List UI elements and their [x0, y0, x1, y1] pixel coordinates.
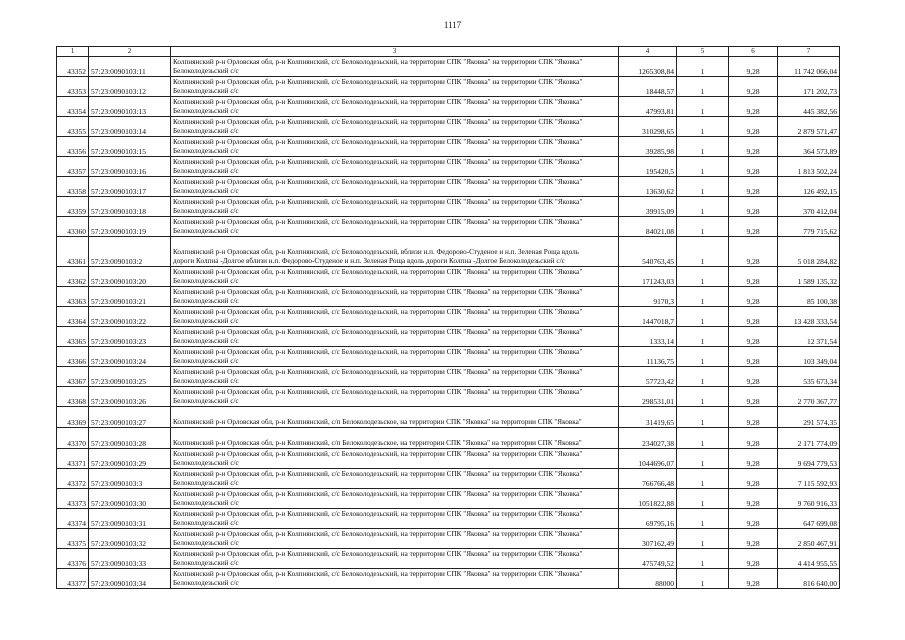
- rate-cell: 9,28: [729, 469, 778, 489]
- description-line-1: Колпнянский р-н Орловская обл, р-н Колпнянский, с/с Белоколодезьский, на территории СПК "Яковка" на территории СПК "Яковка": [173, 58, 583, 66]
- description-cell: [171, 197, 619, 217]
- area-cell: 9170,3: [619, 287, 677, 307]
- rate-cell: 9,28: [729, 97, 778, 117]
- description-cell: [171, 509, 619, 529]
- column-5-cell: 1: [677, 307, 729, 327]
- table-row: [57, 97, 840, 117]
- description-cell: [171, 428, 619, 449]
- description-cell: [171, 217, 619, 237]
- table-row: [57, 529, 840, 549]
- value-cell: 2 770 367,77: [778, 387, 840, 407]
- row-id-cell: 43376: [57, 549, 89, 569]
- description-line-2: Белоколодезьский с/с: [173, 479, 239, 487]
- description-cell: [171, 367, 619, 387]
- description-cell: [171, 489, 619, 509]
- area-cell: 1333,14: [619, 327, 677, 347]
- area-cell: 307162,49: [619, 529, 677, 549]
- cadastral-number-cell: 57:23:0090103:19: [89, 217, 171, 237]
- description-cell: [171, 97, 619, 117]
- column-5-cell: 1: [677, 117, 729, 137]
- column-5-cell: 1: [677, 287, 729, 307]
- area-cell: 88000: [619, 569, 677, 589]
- table-row: [57, 307, 840, 327]
- row-id-cell: 43365: [57, 327, 89, 347]
- row-id-cell: 43358: [57, 177, 89, 197]
- row-id-cell: 43364: [57, 307, 89, 327]
- row-id-cell: 43354: [57, 97, 89, 117]
- table-row: [57, 267, 840, 287]
- area-cell: 84021,08: [619, 217, 677, 237]
- description-line-1: Колпнянский р-н Орловская обл, р-н Колпнянский, с/с Белоколодезьский, на территории СПК "Яковка" на территории СПК "Яковка": [173, 218, 583, 226]
- table-row: [57, 197, 840, 217]
- land-parcel-table: [56, 46, 840, 589]
- description-cell: [171, 529, 619, 549]
- area-cell: 11136,75: [619, 347, 677, 367]
- description-line-2: Белоколодезьский с/с: [173, 107, 239, 115]
- description-line-1: Колпнянский р-н Орловская обл, р-н Колпнянский, с/с Белоколодезьский, на территории СПК "Яковка" на территории СПК "Яковка": [173, 98, 583, 106]
- row-id-cell: 43355: [57, 117, 89, 137]
- description-line-2: Белоколодезьский с/с: [173, 127, 239, 135]
- value-cell: 9 694 779,53: [778, 449, 840, 469]
- description-line-2: Белоколодезьский с/с: [173, 317, 239, 325]
- description-cell: [171, 57, 619, 77]
- description-line-1: Колпнянский р-н Орловская обл, р-н Колпнянский, с/с Белоколодезьский, на территории СПК "Яковка" на территории СПК "Яковка": [173, 450, 583, 458]
- value-cell: 103 349,04: [778, 347, 840, 367]
- table-row: [57, 509, 840, 529]
- description-cell: [171, 157, 619, 177]
- value-cell: 1 589 135,32: [778, 267, 840, 287]
- cadastral-number-cell: 57:23:0090103:33: [89, 549, 171, 569]
- row-id-cell: 43362: [57, 267, 89, 287]
- column-5-cell: 1: [677, 347, 729, 367]
- description-cell: [171, 549, 619, 569]
- cadastral-number-cell: 57:23:0090103:15: [89, 137, 171, 157]
- table-row: [57, 347, 840, 367]
- description-line-1: Колпнянский р-н Орловская обл, р-н Колпнянский, с/с Белоколодезьский, на территории СПК "Яковка" на территории СПК "Яковка": [173, 470, 583, 478]
- cadastral-number-cell: 57:23:0090103:32: [89, 529, 171, 549]
- row-id-cell: 43352: [57, 57, 89, 77]
- value-cell: 7 115 592,93: [778, 469, 840, 489]
- description-cell: [171, 117, 619, 137]
- description-line-2: Белоколодезьский с/с: [173, 147, 239, 155]
- column-header: 2: [89, 47, 171, 57]
- cadastral-number-cell: 57:23:0090103:31: [89, 509, 171, 529]
- cadastral-number-cell: 57:23:0090103:23: [89, 327, 171, 347]
- description-line-2: Белоколодезьский с/с: [173, 67, 239, 75]
- table-row: [57, 367, 840, 387]
- rate-cell: 9,28: [729, 529, 778, 549]
- description-line-1: Колпнянский р-н Орловская обл, р-н Колпнянский, с/п Белоколодезьское, на территории СПК "Яковка" на территории СПК "Яковка": [173, 418, 582, 426]
- column-5-cell: 1: [677, 569, 729, 589]
- area-cell: 13630,62: [619, 177, 677, 197]
- area-cell: 766766,48: [619, 469, 677, 489]
- description-cell: [171, 387, 619, 407]
- area-cell: 540763,45: [619, 237, 677, 267]
- cadastral-number-cell: 57:23:0090103:14: [89, 117, 171, 137]
- description-cell: [171, 137, 619, 157]
- rate-cell: 9,28: [729, 117, 778, 137]
- column-5-cell: 1: [677, 509, 729, 529]
- table-row: [57, 549, 840, 569]
- column-5-cell: 1: [677, 157, 729, 177]
- description-line-1: Колпнянский р-н Орловская обл, р-н Колпнянский, с/с Белоколодезьский, на территории СПК "Яковка" на территории СПК "Яковка": [173, 198, 583, 206]
- row-id-cell: 43361: [57, 237, 89, 267]
- cadastral-number-cell: 57:23:0090103:27: [89, 407, 171, 428]
- description-line-2: Белоколодезьский с/с: [173, 277, 239, 285]
- row-id-cell: 43356: [57, 137, 89, 157]
- value-cell: 2 850 467,91: [778, 529, 840, 549]
- cadastral-number-cell: 57:23:0090103:21: [89, 287, 171, 307]
- cadastral-number-cell: 57:23:0090103:12: [89, 77, 171, 97]
- value-cell: 2 171 774,09: [778, 428, 840, 449]
- column-5-cell: 1: [677, 529, 729, 549]
- cadastral-number-cell: 57:23:0090103:29: [89, 449, 171, 469]
- column-5-cell: 1: [677, 489, 729, 509]
- cadastral-number-cell: 57:23:0090103:26: [89, 387, 171, 407]
- cadastral-number-cell: 57:23:0090103:17: [89, 177, 171, 197]
- table-row: [57, 237, 840, 267]
- description-line-2: Белоколодезьский с/с: [173, 579, 239, 587]
- rate-cell: 9,28: [729, 137, 778, 157]
- description-line-2: Белоколодезьский с/с: [173, 207, 239, 215]
- description-line-1: Колпнянский р-н Орловская обл, р-н Колпнянский, с/с Белоколодезьский, на территории СПК "Яковка" на территории СПК "Яковка": [173, 530, 583, 538]
- area-cell: 1051822,88: [619, 489, 677, 509]
- description-line-1: Колпнянский р-н Орловская обл, р-н Колпнянский, с/с Белоколодезьский, вблизи н.п. Федорово-Студеное и н.п. Зеленая Роща вдоль: [173, 248, 579, 256]
- description-cell: [171, 77, 619, 97]
- area-cell: 1447018,7: [619, 307, 677, 327]
- table-row: [57, 77, 840, 97]
- value-cell: 291 574,35: [778, 407, 840, 428]
- table-row: [57, 177, 840, 197]
- value-cell: 4 414 955,55: [778, 549, 840, 569]
- column-5-cell: 1: [677, 327, 729, 347]
- area-cell: 18448,57: [619, 77, 677, 97]
- column-5-cell: 1: [677, 77, 729, 97]
- column-5-cell: 1: [677, 428, 729, 449]
- value-cell: 445 382,56: [778, 97, 840, 117]
- description-line-2: Белоколодезьский с/с: [173, 559, 239, 567]
- area-cell: 1265308,84: [619, 57, 677, 77]
- column-5-cell: 1: [677, 217, 729, 237]
- rate-cell: 9,28: [729, 237, 778, 267]
- value-cell: 12 371,54: [778, 327, 840, 347]
- description-line-2: Белоколодезьский с/с: [173, 297, 239, 305]
- column-header: 3: [171, 47, 619, 57]
- description-line-2: Белоколодезьский с/с: [173, 397, 239, 405]
- row-id-cell: 43368: [57, 387, 89, 407]
- description-cell: [171, 267, 619, 287]
- description-line-2: Белоколодезьский с/с: [173, 499, 239, 507]
- description-line-2: Белоколодезьский с/с: [173, 539, 239, 547]
- table-row: [57, 387, 840, 407]
- table-row: [57, 407, 840, 428]
- value-cell: 647 699,08: [778, 509, 840, 529]
- rate-cell: 9,28: [729, 347, 778, 367]
- description-line-1: Колпнянский р-н Орловская обл, р-н Колпнянский, с/с Белоколодезьский, на территории СПК "Яковка" на территории СПК "Яковка": [173, 550, 583, 558]
- table-row: [57, 137, 840, 157]
- row-id-cell: 43367: [57, 367, 89, 387]
- table-row: [57, 117, 840, 137]
- value-cell: 779 715,62: [778, 217, 840, 237]
- table-row: [57, 327, 840, 347]
- row-id-cell: 43371: [57, 449, 89, 469]
- area-cell: 475749,52: [619, 549, 677, 569]
- description-cell: [171, 407, 619, 428]
- column-5-cell: 1: [677, 57, 729, 77]
- cadastral-number-cell: 57:23:0090103:25: [89, 367, 171, 387]
- value-cell: 9 760 916,33: [778, 489, 840, 509]
- table-row: [57, 287, 840, 307]
- value-cell: 126 492,15: [778, 177, 840, 197]
- description-line-1: Колпнянский р-н Орловская обл, р-н Колпнянский, с/с Белоколодезьский, на территории СПК "Яковка" на территории СПК "Яковка": [173, 308, 583, 316]
- column-header: 1: [57, 47, 89, 57]
- cadastral-number-cell: 57:23:0090103:11: [89, 57, 171, 77]
- area-cell: 39915,09: [619, 197, 677, 217]
- table-row: [57, 157, 840, 177]
- row-id-cell: 43369: [57, 407, 89, 428]
- area-cell: 57723,42: [619, 367, 677, 387]
- area-cell: 298531,01: [619, 387, 677, 407]
- description-line-1: Колпнянский р-н Орловская обл, р-н Колпнянский, с/с Белоколодезьский, на территории СПК "Яковка" на территории СПК "Яковка": [173, 268, 583, 276]
- column-5-cell: 1: [677, 367, 729, 387]
- value-cell: 535 673,34: [778, 367, 840, 387]
- description-line-1: Колпнянский р-н Орловская обл, р-н Колпнянский, с/с Белоколодезьский, на территории СПК "Яковка" на территории СПК "Яковка": [173, 118, 583, 126]
- description-line-2: Белоколодезьский с/с: [173, 167, 239, 175]
- value-cell: 816 640,00: [778, 569, 840, 589]
- rate-cell: 9,28: [729, 569, 778, 589]
- row-id-cell: 43375: [57, 529, 89, 549]
- area-cell: 39285,98: [619, 137, 677, 157]
- row-id-cell: 43372: [57, 469, 89, 489]
- rate-cell: 9,28: [729, 449, 778, 469]
- description-line-2: Белоколодезьский с/с: [173, 227, 239, 235]
- description-cell: [171, 237, 619, 267]
- description-cell: [171, 327, 619, 347]
- rate-cell: 9,28: [729, 489, 778, 509]
- area-cell: 310298,65: [619, 117, 677, 137]
- table-header-row: [57, 47, 840, 57]
- rate-cell: 9,28: [729, 367, 778, 387]
- area-cell: 195420,5: [619, 157, 677, 177]
- value-cell: 85 100,38: [778, 287, 840, 307]
- cadastral-number-cell: 57:23:0090103:22: [89, 307, 171, 327]
- cadastral-number-cell: 57:23:0090103:13: [89, 97, 171, 117]
- row-id-cell: 43359: [57, 197, 89, 217]
- value-cell: 370 412,04: [778, 197, 840, 217]
- row-id-cell: 43377: [57, 569, 89, 589]
- rate-cell: 9,28: [729, 287, 778, 307]
- rate-cell: 9,28: [729, 267, 778, 287]
- description-cell: [171, 287, 619, 307]
- area-cell: 69795,16: [619, 509, 677, 529]
- area-cell: 31419,65: [619, 407, 677, 428]
- description-line-1: Колпнянский р-н Орловская обл, р-н Колпнянский, с/с Белоколодезьский, на территории СПК "Яковка" на территории СПК "Яковка": [173, 388, 583, 396]
- column-header: 4: [619, 47, 677, 57]
- table-row: [57, 469, 840, 489]
- description-line-1: Колпнянский р-н Орловская обл, р-н Колпнянский, с/с Белоколодезьский, на территории СПК "Яковка" на территории СПК "Яковка": [173, 570, 583, 578]
- cadastral-number-cell: 57:23:0090103:30: [89, 489, 171, 509]
- rate-cell: 9,28: [729, 387, 778, 407]
- area-cell: 1044696,07: [619, 449, 677, 469]
- column-5-cell: 1: [677, 137, 729, 157]
- description-line-2: Белоколодезьский с/с: [173, 337, 239, 345]
- value-cell: 11 742 066,04: [778, 57, 840, 77]
- row-id-cell: 43373: [57, 489, 89, 509]
- row-id-cell: 43370: [57, 428, 89, 449]
- row-id-cell: 43366: [57, 347, 89, 367]
- description-cell: [171, 469, 619, 489]
- column-header: 5: [677, 47, 729, 57]
- cadastral-number-cell: 57:23:0090103:18: [89, 197, 171, 217]
- description-line-1: Колпнянский р-н Орловская обл, р-н Колпнянский, с/с Белоколодезьский, на территории СПК "Яковка" на территории СПК "Яковка": [173, 510, 583, 518]
- description-cell: [171, 307, 619, 327]
- description-line-1: Колпнянский р-н Орловская обл, р-н Колпнянский, с/с Белоколодезьский, на территории СПК "Яковка" на территории СПК "Яковка": [173, 138, 583, 146]
- rate-cell: 9,28: [729, 327, 778, 347]
- rate-cell: 9,28: [729, 407, 778, 428]
- cadastral-number-cell: 57:23:0090103:3: [89, 469, 171, 489]
- column-5-cell: 1: [677, 267, 729, 287]
- column-header: 6: [729, 47, 778, 57]
- description-line-1: Колпнянский р-н Орловская обл, р-н Колпнянский, с/п Белоколодезьское, на территории СПК "Яковка" на территории СПК "Яковка": [173, 439, 582, 447]
- description-line-1: Колпнянский р-н Орловская обл, р-н Колпнянский, с/с Белоколодезьский, на территории СПК "Яковка" на территории СПК "Яковка": [173, 78, 583, 86]
- column-header: 7: [778, 47, 840, 57]
- cadastral-number-cell: 57:23:0090103:28: [89, 428, 171, 449]
- cadastral-number-cell: 57:23:0090103:2: [89, 237, 171, 267]
- column-5-cell: 1: [677, 237, 729, 267]
- value-cell: 5 018 284,82: [778, 237, 840, 267]
- table-row: [57, 428, 840, 449]
- value-cell: 2 879 571,47: [778, 117, 840, 137]
- row-id-cell: 43360: [57, 217, 89, 237]
- area-cell: 47993,81: [619, 97, 677, 117]
- table-row: [57, 569, 840, 589]
- description-cell: [171, 347, 619, 367]
- description-line-2: дороги Колпна -Долгое вблизи н.п. Федорово-Студеное и н.п. Зеленая Роща вдоль дороги Колпна -Долгое Белоколодезьский с/с: [173, 257, 565, 265]
- row-id-cell: 43357: [57, 157, 89, 177]
- description-line-1: Колпнянский р-н Орловская обл, р-н Колпнянский, с/с Белоколодезьский, на территории СПК "Яковка" на территории СПК "Яковка": [173, 368, 583, 376]
- description-cell: [171, 177, 619, 197]
- column-5-cell: 1: [677, 449, 729, 469]
- description-line-1: Колпнянский р-н Орловская обл, р-н Колпнянский, с/с Белоколодезьский, на территории СПК "Яковка" на территории СПК "Яковка": [173, 328, 583, 336]
- description-cell: [171, 449, 619, 469]
- rate-cell: 9,28: [729, 549, 778, 569]
- table-row: [57, 489, 840, 509]
- rate-cell: 9,28: [729, 509, 778, 529]
- description-line-1: Колпнянский р-н Орловская обл, р-н Колпнянский, с/с Белоколодезьский, на территории СПК "Яковка" на территории СПК "Яковка": [173, 288, 583, 296]
- rate-cell: 9,28: [729, 428, 778, 449]
- description-line-1: Колпнянский р-н Орловская обл, р-н Колпнянский, с/с Белоколодезьский, на территории СПК "Яковка" на территории СПК "Яковка": [173, 158, 583, 166]
- description-cell: [171, 569, 619, 589]
- value-cell: 13 428 333,54: [778, 307, 840, 327]
- rate-cell: 9,28: [729, 77, 778, 97]
- area-cell: 171243,03: [619, 267, 677, 287]
- cadastral-number-cell: 57:23:0090103:24: [89, 347, 171, 367]
- cadastral-number-cell: 57:23:0090103:16: [89, 157, 171, 177]
- description-line-2: Белоколодезьский с/с: [173, 377, 239, 385]
- table-row: [57, 57, 840, 77]
- description-line-2: Белоколодезьский с/с: [173, 187, 239, 195]
- column-5-cell: 1: [677, 97, 729, 117]
- description-line-2: Белоколодезьский с/с: [173, 459, 239, 467]
- description-line-2: Белоколодезьский с/с: [173, 87, 239, 95]
- page-number: 1117: [443, 20, 462, 30]
- value-cell: 1 813 502,24: [778, 157, 840, 177]
- rate-cell: 9,28: [729, 157, 778, 177]
- column-5-cell: 1: [677, 407, 729, 428]
- value-cell: 364 573,89: [778, 137, 840, 157]
- rate-cell: 9,28: [729, 217, 778, 237]
- rate-cell: 9,28: [729, 57, 778, 77]
- rate-cell: 9,28: [729, 307, 778, 327]
- area-cell: 234027,38: [619, 428, 677, 449]
- table-row: [57, 217, 840, 237]
- description-line-1: Колпнянский р-н Орловская обл, р-н Колпнянский, с/с Белоколодезьский, на территории СПК "Яковка" на территории СПК "Яковка": [173, 178, 583, 186]
- row-id-cell: 43353: [57, 77, 89, 97]
- column-5-cell: 1: [677, 177, 729, 197]
- description-line-1: Колпнянский р-н Орловская обл, р-н Колпнянский, с/с Белоколодезьский, на территории СПК "Яковка" на территории СПК "Яковка": [173, 348, 583, 356]
- value-cell: 171 202,73: [778, 77, 840, 97]
- cadastral-number-cell: 57:23:0090103:20: [89, 267, 171, 287]
- description-line-2: Белоколодезьский с/с: [173, 519, 239, 527]
- row-id-cell: 43363: [57, 287, 89, 307]
- description-line-1: Колпнянский р-н Орловская обл, р-н Колпнянский, с/с Белоколодезьский, на территории СПК "Яковка" на территории СПК "Яковка": [173, 490, 583, 498]
- column-5-cell: 1: [677, 197, 729, 217]
- cadastral-number-cell: 57:23:0090103:34: [89, 569, 171, 589]
- row-id-cell: 43374: [57, 509, 89, 529]
- column-5-cell: 1: [677, 469, 729, 489]
- column-5-cell: 1: [677, 387, 729, 407]
- rate-cell: 9,28: [729, 197, 778, 217]
- table-row: [57, 449, 840, 469]
- rate-cell: 9,28: [729, 177, 778, 197]
- description-line-2: Белоколодезьский с/с: [173, 357, 239, 365]
- column-5-cell: 1: [677, 549, 729, 569]
